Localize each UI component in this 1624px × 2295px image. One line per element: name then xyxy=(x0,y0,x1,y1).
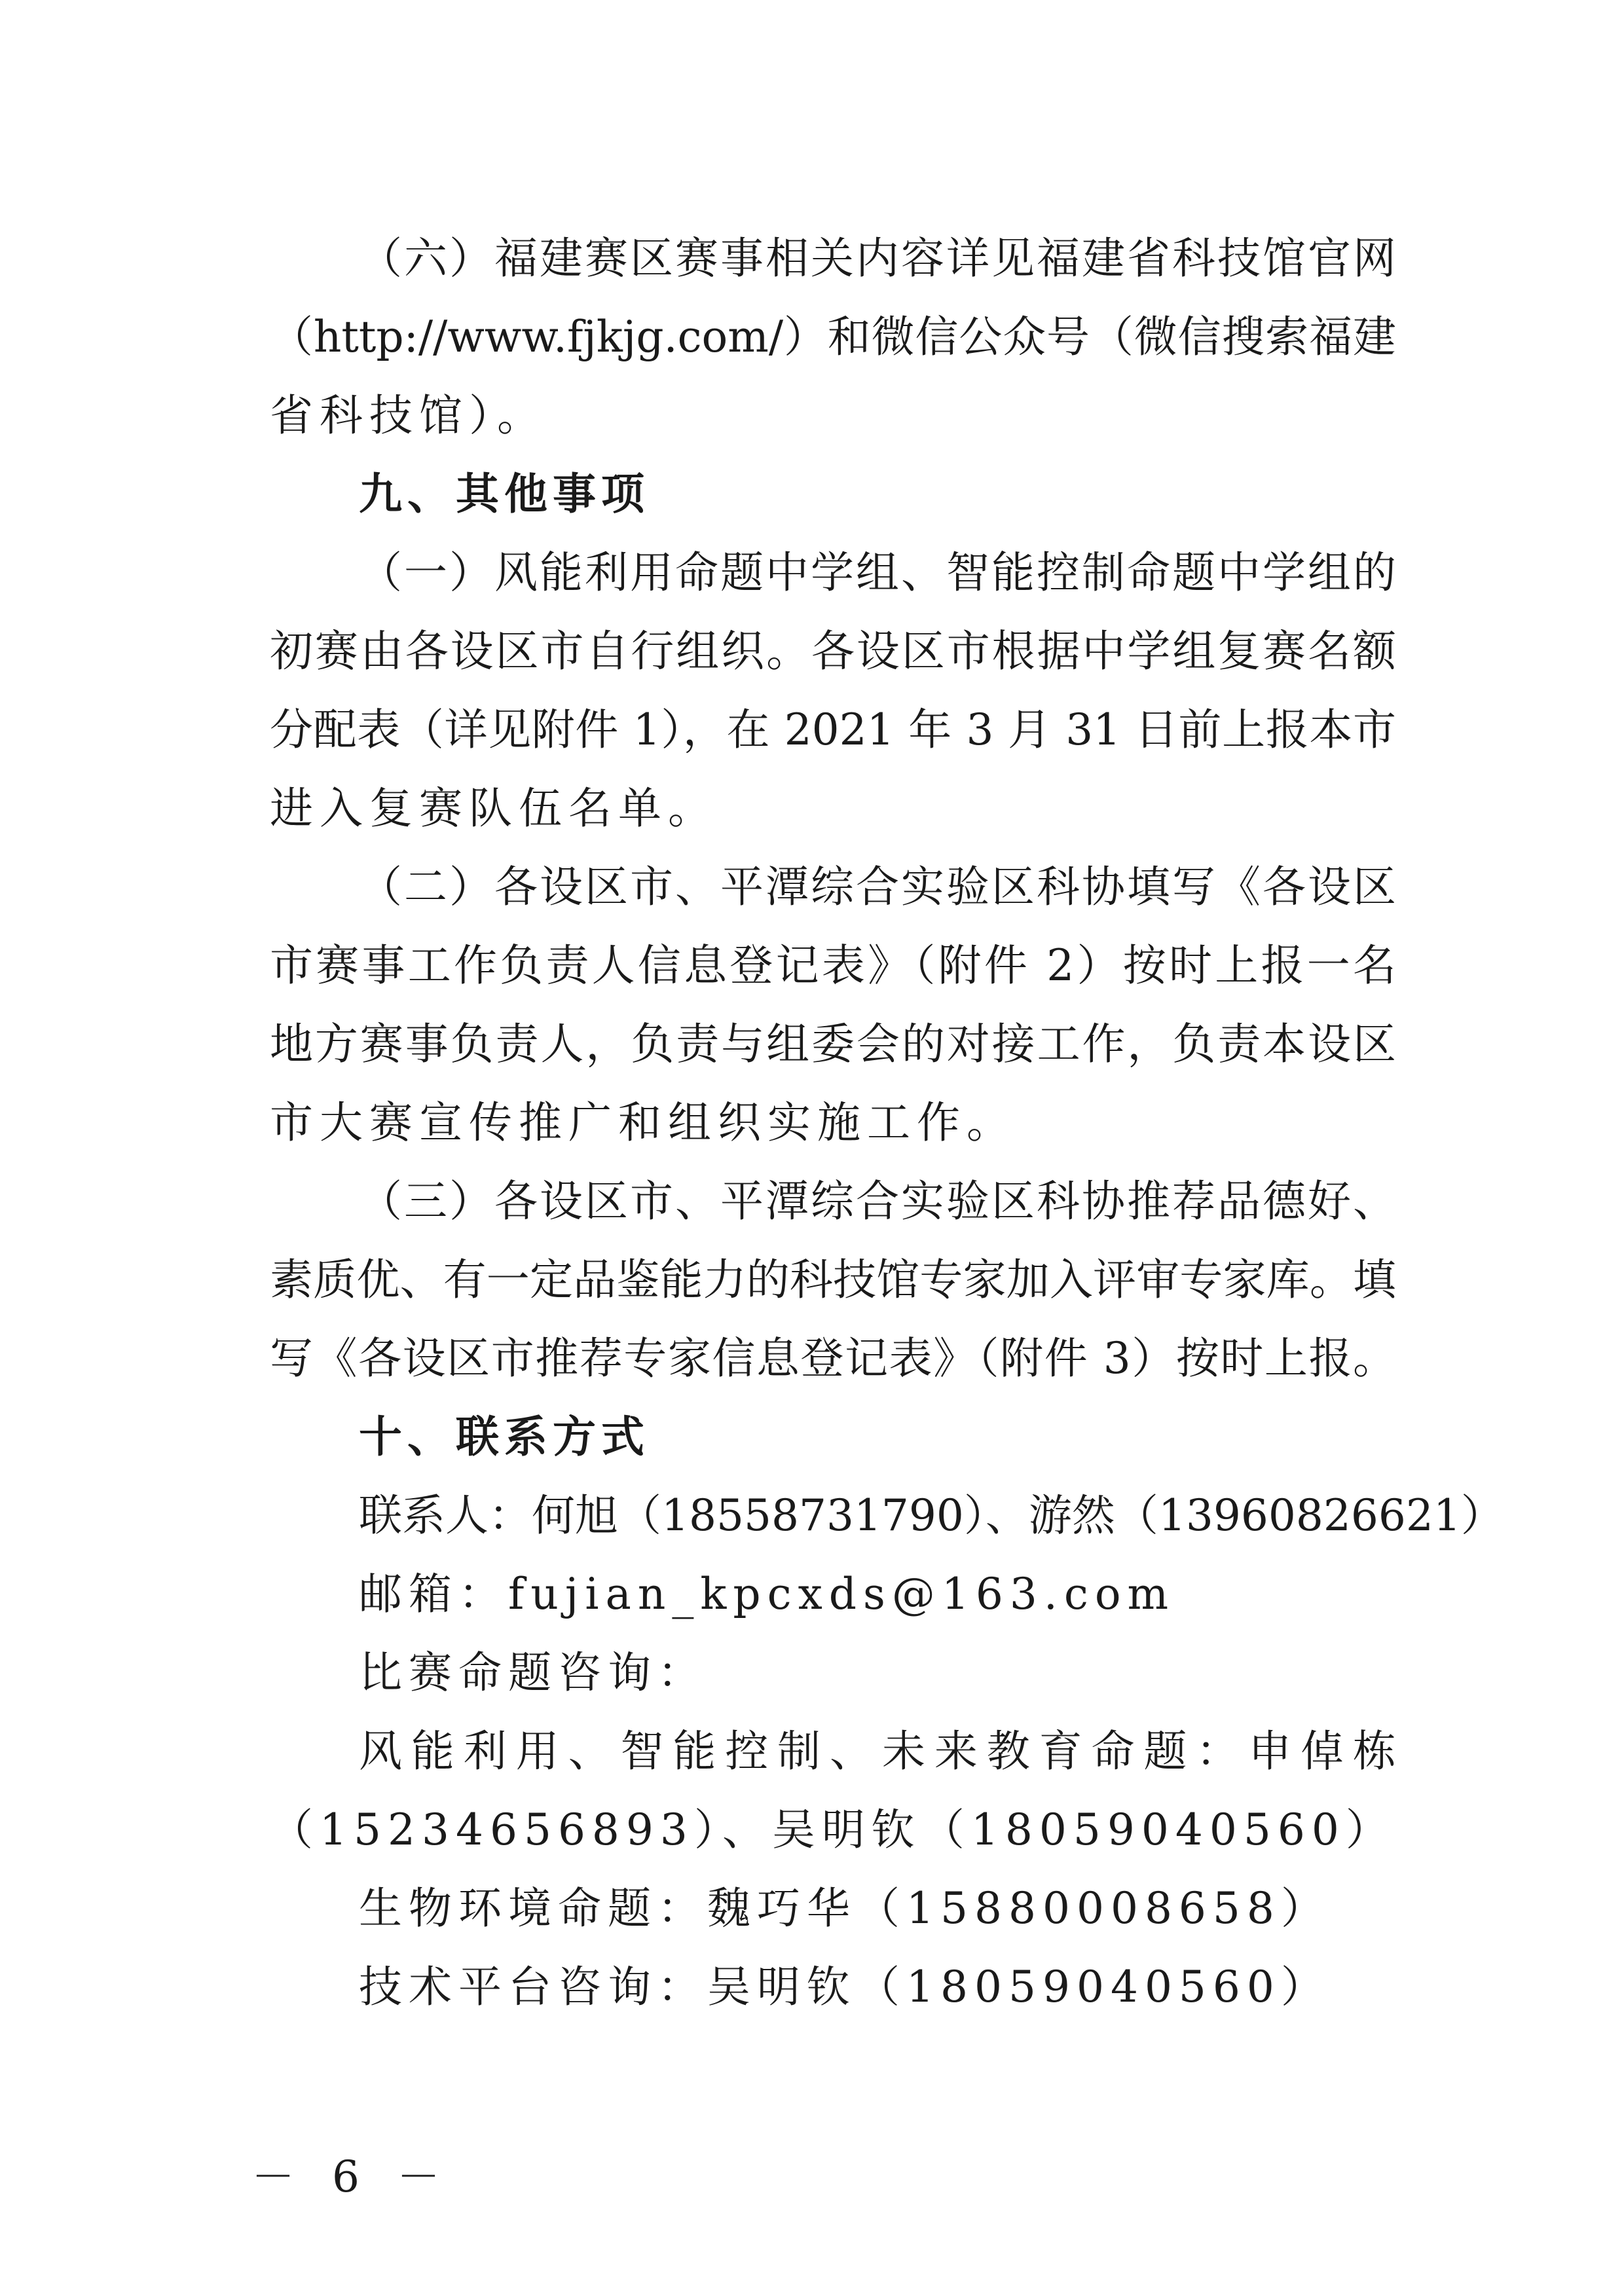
section-9-item-1-line-2: 初赛由各设区市自行组织。各设区市根据中学组复赛名额 xyxy=(270,626,1396,676)
section-9-item-1-line-1: （一）风能利用命题中学组、智能控制命题中学组的 xyxy=(359,547,1396,598)
consult-item-1-line-1: 风能利用、智能控制、未来教育命题：申倬栋 xyxy=(359,1726,1396,1776)
section-9-item-2-line-3: 地方赛事负责人，负责与组委会的对接工作，负责本设区 xyxy=(270,1019,1396,1069)
consult-heading-line: 比赛命题咨询： xyxy=(359,1647,707,1698)
consult-item-1-line-2: （15234656893）、吴明钦（18059040560） xyxy=(270,1805,1395,1855)
contact-email-line: 邮箱：fujian_kpcxds@163.com xyxy=(359,1569,1175,1619)
section-9-item-2-line-1: （二）各设区市、平潭综合实验区科协填写《各设区 xyxy=(359,862,1396,912)
consult-item-2-line: 生物环境命题：魏巧华（15880008658） xyxy=(359,1883,1331,1934)
paragraph-6-line-2: （http://www.fjkjg.com/）和微信公众号（微信搜索福建 xyxy=(270,312,1396,362)
section-9-heading: 九、其他事项 xyxy=(359,469,650,519)
paragraph-6-line-1: （六）福建赛区赛事相关内容详见福建省科技馆官网 xyxy=(359,233,1396,284)
paragraph-6-line-3: 省科技馆）。 xyxy=(270,390,547,441)
section-9-item-2-line-2: 市赛事工作负责人信息登记表》（附件 2）按时上报一名 xyxy=(270,940,1396,991)
section-9-item-1-line-4: 进入复赛队伍名单。 xyxy=(270,783,718,834)
section-10-heading: 十、联系方式 xyxy=(359,1412,650,1462)
section-9-item-1-line-3: 分配表（详见附件 1），在 2021 年 3 月 31 日前上报本市 xyxy=(270,705,1396,755)
section-9-item-3-line-1: （三）各设区市、平潭综合实验区科协推荐品德好、 xyxy=(359,1176,1396,1226)
section-9-item-2-line-4: 市大赛宣传推广和组织实施工作。 xyxy=(270,1097,1016,1148)
contact-person-line: 联系人：何旭（18558731790）、游然（13960826621） xyxy=(359,1490,1504,1541)
section-9-item-3-line-2: 素质优、有一定品鉴能力的科技馆专家加入评审专家库。填 xyxy=(270,1255,1396,1305)
consult-item-3-line: 技术平台咨询：吴明钦（18059040560） xyxy=(359,1962,1331,2012)
page-number: － 6 － xyxy=(251,2152,452,2202)
section-9-item-3-line-3: 写《各设区市推荐专家信息登记表》（附件 3）按时上报。 xyxy=(270,1333,1396,1384)
